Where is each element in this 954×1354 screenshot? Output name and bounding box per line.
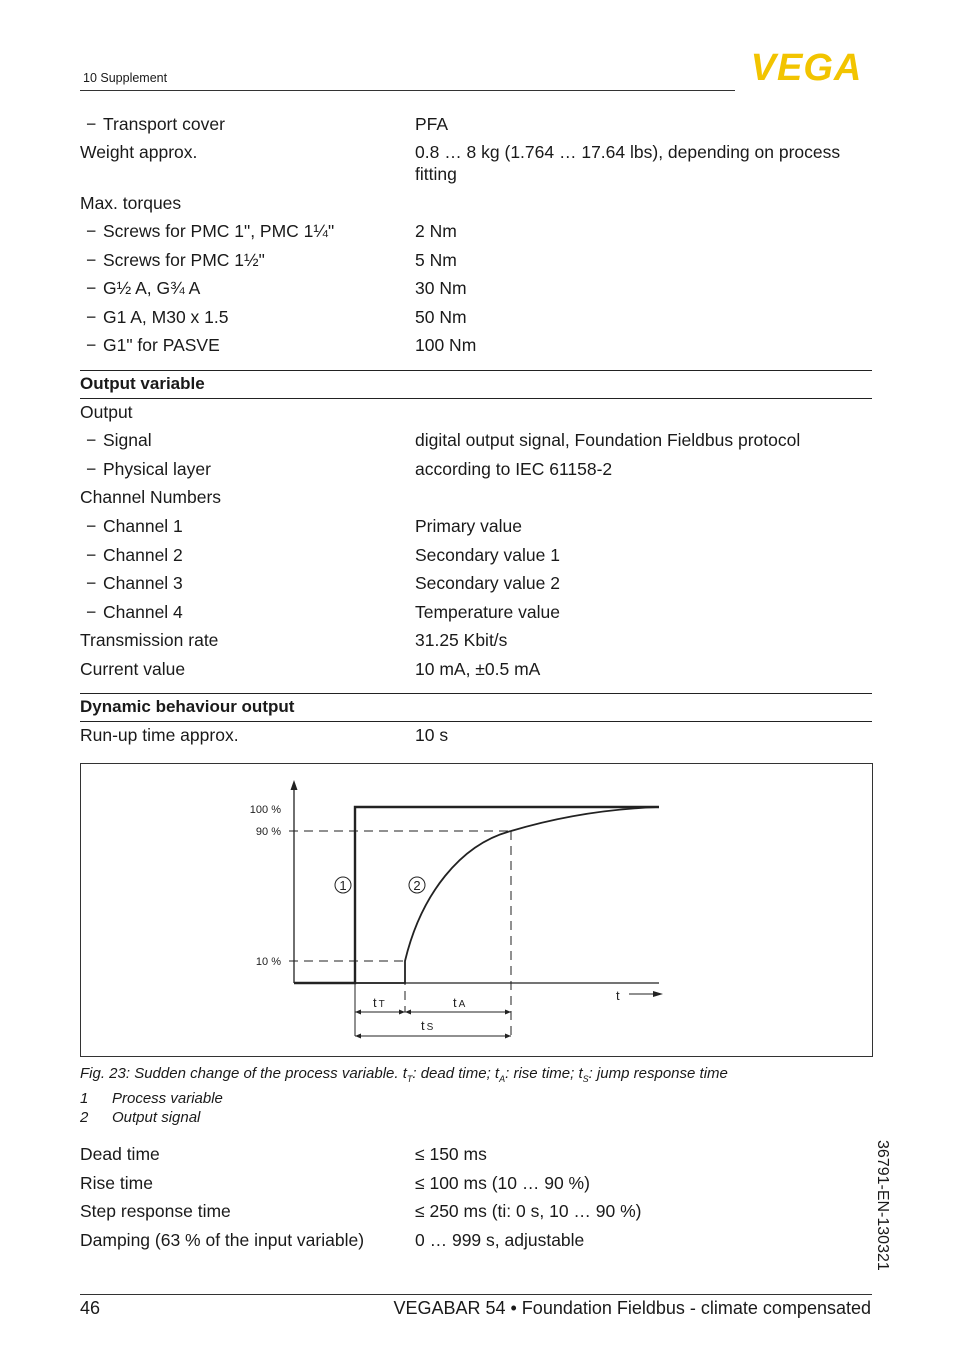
spec-value: according to IEC 61158-2 xyxy=(415,459,613,479)
time-axis-label: t xyxy=(616,988,620,1003)
rise-time-label: t A xyxy=(453,995,466,1010)
spec-label: Run-up time approx. xyxy=(80,725,239,745)
spec-label: − Channel 2 xyxy=(86,544,183,566)
step-response-diagram xyxy=(81,764,872,1056)
legend-item: 2 Output signal xyxy=(80,1109,201,1126)
spec-value: 0 … 999 s, adjustable xyxy=(415,1230,585,1250)
spec-label: Rise time xyxy=(80,1173,153,1193)
marker-1-label: 1 xyxy=(339,878,347,893)
header-divider xyxy=(80,90,735,91)
spec-value: 31.25 Kbit/s xyxy=(415,630,508,650)
document-number: 36791-EN-130321 xyxy=(874,1140,891,1271)
section-header: 10 Supplement xyxy=(83,71,168,85)
spec-value: PFA xyxy=(415,114,449,134)
spec-label: − Signal xyxy=(86,429,152,451)
y-label-10: 10 % xyxy=(255,956,281,968)
section-title: Output variable xyxy=(80,374,205,393)
spec-label: − Channel 4 xyxy=(86,601,183,623)
spec-label: − Screws for PMC 1½" xyxy=(86,249,265,271)
spec-value: 10 mA, ±0.5 mA xyxy=(415,659,541,679)
spec-label: − Transport cover xyxy=(86,113,225,135)
spec-label: Current value xyxy=(80,659,186,679)
spec-value: Temperature value xyxy=(415,602,560,622)
section-heading-output xyxy=(80,370,872,399)
spec-label: Transmission rate xyxy=(80,630,219,650)
spec-value: 10 s xyxy=(415,725,449,745)
y-label-100: 100 % xyxy=(249,804,281,816)
spec-value: 100 Nm xyxy=(415,335,477,355)
arrowhead xyxy=(355,1034,361,1039)
spec-value: Secondary value 1 xyxy=(415,545,560,565)
spec-label: − Channel 3 xyxy=(86,572,183,594)
spec-label: − Physical layer xyxy=(86,458,211,480)
page-number: 46 xyxy=(80,1298,101,1318)
section-title: Dynamic behaviour output xyxy=(80,697,295,716)
legend-item: 1 Process variable xyxy=(80,1090,223,1107)
spec-label: Channel Numbers xyxy=(80,487,222,507)
spec-value: 2 Nm xyxy=(415,221,457,241)
vega-logo xyxy=(741,50,872,84)
spec-value: 0.8 … 8 kg (1.764 … 17.64 lbs), depending on process fitting xyxy=(415,142,841,184)
y-label-90: 90 % xyxy=(255,826,281,838)
spec-label: Dead time xyxy=(80,1144,160,1164)
spec-label: Step response time xyxy=(80,1201,231,1221)
step-response-time-label: t S xyxy=(421,1018,434,1033)
spec-label: − Screws for PMC 1", PMC 1¼" xyxy=(86,220,334,242)
spec-value: 50 Nm xyxy=(415,307,467,327)
spec-value: 30 Nm xyxy=(415,278,467,298)
arrowhead xyxy=(399,1010,405,1015)
spec-value: digital output signal, Foundation Fieldbus protocol xyxy=(415,430,801,450)
spec-value: ≤ 250 ms (ti: 0 s, 10 … 90 %) xyxy=(415,1201,642,1221)
arrowhead xyxy=(405,1010,411,1015)
spec-label: Output xyxy=(80,402,133,422)
spec-label: − G1 A, M30 x 1.5 xyxy=(86,306,228,328)
footer-title: VEGABAR 54 • Foundation Fieldbus - climate compensated xyxy=(393,1298,871,1318)
spec-value: 5 Nm xyxy=(415,250,457,270)
output-signal-curve xyxy=(294,807,659,983)
spec-value: ≤ 150 ms xyxy=(415,1144,487,1164)
arrowhead xyxy=(505,1010,511,1015)
spec-label: Damping (63 % of the input variable) xyxy=(80,1230,365,1250)
section-heading-dynamic xyxy=(80,693,872,722)
footer-divider xyxy=(80,1294,872,1295)
process-variable-curve xyxy=(294,807,659,983)
marker-2-label: 2 xyxy=(413,878,421,893)
figure-caption: Fig. 23: Sudden change of the process variable. $t_T$: dead time; $t_A$: rise time; $t_S$: jump response time xyxy=(80,1065,728,1084)
y-axis-arrow xyxy=(291,780,298,790)
spec-value: ≤ 100 ms (10 … 90 %) xyxy=(415,1173,590,1193)
spec-label: Weight approx. xyxy=(80,142,198,162)
spec-label: − Channel 1 xyxy=(86,515,183,537)
spec-value: Primary value xyxy=(415,516,522,536)
svg-text:VEGA: VEGA xyxy=(750,50,863,84)
arrowhead xyxy=(355,1010,361,1015)
spec-label: − G1" for PASVE xyxy=(86,334,220,356)
step-response-figure xyxy=(80,763,873,1057)
dead-time-label: t T xyxy=(373,995,385,1010)
arrowhead xyxy=(505,1034,511,1039)
spec-label: − G½ A, G¾ A xyxy=(86,277,200,299)
spec-label: Max. torques xyxy=(80,193,182,213)
time-arrow-head xyxy=(653,991,663,997)
spec-value: Secondary value 2 xyxy=(415,573,560,593)
